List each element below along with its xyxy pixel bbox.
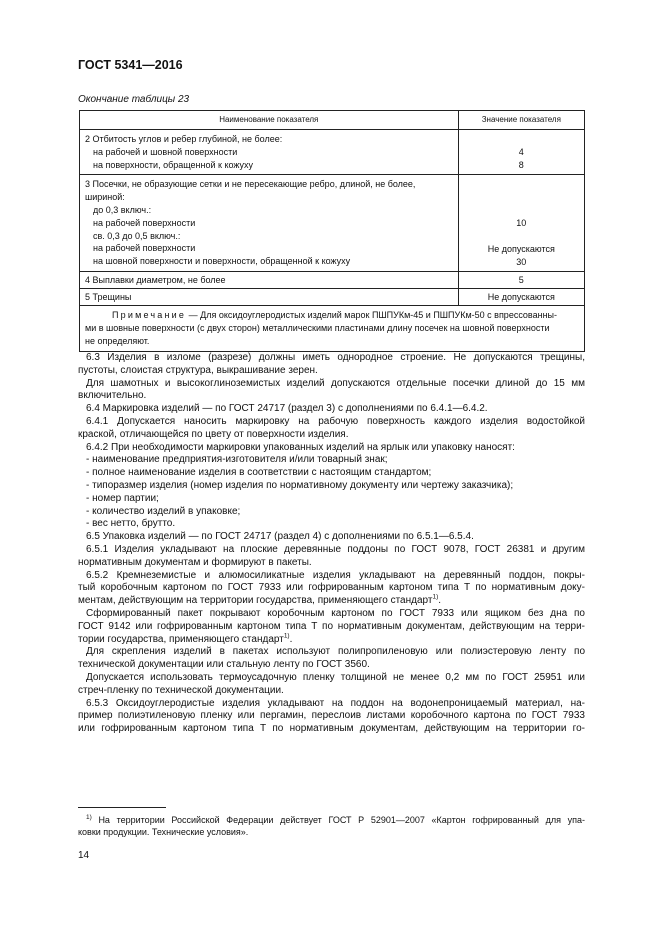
table-row: [80, 175, 585, 272]
row2-value-cell: [458, 130, 584, 175]
paragraph-line: 6.5 Упаковка изделий — по ГОСТ 24717 (раздел 4) с дополнениями по 6.5.1—6.5.4.: [86, 531, 474, 543]
row3-value: Не допускаются: [487, 244, 555, 255]
row3-name-cont: шириной:: [85, 192, 125, 203]
row3-name-cell: [80, 175, 459, 272]
row3-value-cell: [458, 175, 584, 272]
row5-value: Не допускаются: [458, 288, 584, 305]
paragraph-line: технической документации или стальную ленту по ГОСТ 3560.: [78, 659, 370, 671]
paragraph-line: или гофрированным картоном типа Т по нормативным документам, действующим на территории го-: [78, 723, 585, 735]
paragraph-line: тории государства, применяющего стандарт$^{1)}$.: [78, 632, 293, 645]
row2-name: 2 Отбитость углов и ребер глубиной, не более:: [85, 134, 283, 144]
list-item: - вес нетто, брутто.: [86, 518, 176, 530]
table-caption: Окончание таблицы 23: [78, 94, 190, 105]
note-text: не определяют.: [85, 335, 150, 346]
footnote-ref: 1): [432, 593, 439, 601]
row5-name: 5 Трещины: [80, 288, 459, 305]
paragraph-line: Сформированный пакет покрывают коробочным картоном по ГОСТ 7933 или ящиком без дна по: [86, 607, 585, 619]
row3-sub: на рабочей поверхности: [93, 217, 196, 228]
row3-sub: на шовной поверхности и поверхности, обращенной к кожуху: [93, 256, 351, 267]
row3-value: 30: [516, 256, 527, 267]
paragraph-line: 6.3 Изделия в изломе (разрезе) должны иметь однородное строение. Не допускаются трещины,: [86, 352, 585, 363]
paragraph-line: 6.5.2 Кремнеземистые и алюмосиликатные изделия укладывают на деревянный поддон, покры-: [86, 569, 585, 581]
list-item: - количество изделий в упаковке;: [86, 505, 241, 517]
row2-value: 8: [518, 159, 524, 170]
paragraph-line-text: тории государства, применяющего стандарт: [78, 633, 284, 645]
paragraph-line: краской, отличающейся по цвету от поверхности изделия.: [78, 428, 349, 440]
paragraph-line: стреч-пленку по технической документации.: [78, 684, 284, 696]
paragraph-line: пример полиэтиленовую пленку или пергамин, переслоив листами коробочного картона по ГОСТ 7933: [78, 710, 585, 722]
footnote-divider: [78, 807, 166, 808]
row2-sub: на поверхности, обращенной к кожуху: [93, 159, 254, 170]
table-23: [79, 110, 585, 352]
row3-value: 10: [516, 218, 527, 229]
note-label: Примечание: [112, 309, 187, 320]
paragraph-line: Для скрепления изделий в пакетах используют полипропиленовую или полиэстеровую ленту по: [86, 646, 585, 658]
row2-sub: на рабочей и шовной поверхности: [93, 146, 238, 157]
row2-name-cell: [80, 130, 459, 175]
paragraph-line: Для шамотных и высокоглиноземистых изделий допускаются отдельные посечки длиной до 15 мм: [86, 377, 585, 389]
list-item: - типоразмер изделия (номер изделия по нормативному документу или чертежу заказчика);: [86, 479, 514, 491]
paragraph-line: 6.4.2 При необходимости маркировки упакованных изделий на ярлык или упаковку наносят:: [86, 441, 515, 453]
row4-name: 4 Выплавки диаметром, не более: [80, 271, 459, 288]
list-item: - полное наименование изделия в соответствии с настоящим стандартом;: [86, 467, 432, 479]
paragraph-line: тый коробочным картоном по ГОСТ 7933 или гофрированным картоном типа Т по нормативным доку-: [78, 582, 585, 594]
note-text: ми в шовные поверхности (с двух сторон) металлическими пластинами длину посечек на шовной поверхности: [85, 322, 550, 333]
paragraph-line: 6.5.1 Изделия укладывают на плоские деревянные поддоны по ГОСТ 9078, ГОСТ 26381 и другим: [86, 543, 585, 555]
paragraph-line: Допускается использовать термоусадочную пленку толщиной не менее 0,2 мм по ГОСТ 25951 или: [86, 671, 585, 683]
paragraph-line: нормативным документам и формируют в пакеты.: [78, 556, 312, 568]
table-row: [80, 271, 585, 288]
paragraph-line: ГОСТ 9142 или гофрированным картоном типа Т по нормативным документам, действующим на терри-: [78, 620, 585, 632]
paragraph-line: пустоты, слоистая структура, выкрашивание зерен.: [78, 364, 318, 376]
column-header-name: Наименование показателя: [80, 111, 459, 130]
row2-value: 4: [518, 147, 524, 157]
footnote-text: На территории Российской Федерации действует ГОСТ Р 52901—2007 «Картон гофрированный для упа-: [98, 815, 585, 825]
row3-sub: на рабочей поверхности: [93, 243, 196, 254]
footnote: [78, 814, 585, 838]
table-row: [80, 130, 585, 175]
table-header-row: [80, 111, 585, 130]
paragraph-line: 6.5.3 Оксидоуглеродистые изделия укладывают на поддон на водонепроницаемый материал, на-: [86, 697, 585, 709]
footnote-text: ковки продукции. Технические условия».: [78, 827, 249, 837]
table-row: [80, 288, 585, 305]
list-item: - номер партии;: [86, 492, 159, 504]
row4-value: 5: [458, 271, 584, 288]
row3-name: 3 Посечки, не образующие сетки и не пересекающие ребро, длиной, не более,: [85, 179, 416, 190]
body-text: [78, 352, 585, 736]
paragraph-line: 6.4.1 Допускается наносить маркировку на рабочую поверхность каждого изделия водостойкой: [86, 415, 585, 427]
list-item: - наименование предприятия-изготовителя и/или товарный знак;: [86, 454, 388, 466]
footnote-mark: 1): [86, 814, 92, 821]
footnote-ref: 1): [283, 632, 290, 640]
note-text: — Для оксидоуглеродистых изделий марок ПШПУКм-45 и ПШПУКм-50 с впрессованны-: [188, 309, 558, 320]
paragraph-line: ментам, действующим на территории государства, применяющего стандарт$^{1)}$.: [78, 593, 442, 607]
document-header: ГОСТ 5341—2016: [78, 58, 183, 72]
table-note: [80, 305, 585, 351]
paragraph-line-text: ментам, действующим на территории государства, применяющего стандарт: [78, 595, 433, 607]
paragraph-line: включительно.: [78, 390, 147, 402]
row3-sub: св. 0,3 до 0,5 включ.:: [93, 230, 181, 241]
column-header-value: Значение показателя: [458, 111, 584, 130]
table-note-row: [80, 305, 585, 351]
row3-sub: до 0,3 включ.:: [93, 204, 152, 215]
paragraph-line: 6.4 Маркировка изделий — по ГОСТ 24717 (раздел 3) с дополнениями по 6.4.1—6.4.2.: [86, 403, 488, 415]
page-number: 14: [78, 850, 90, 861]
